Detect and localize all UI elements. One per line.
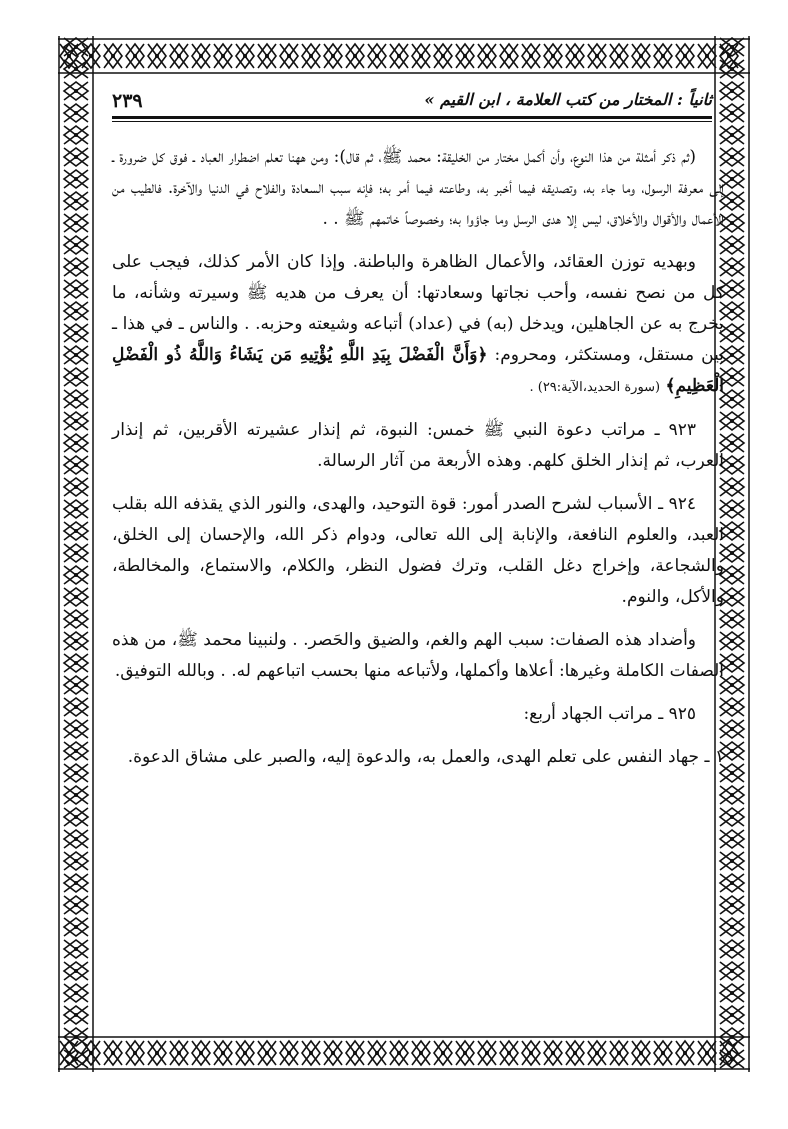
border-ornament — [64, 192, 88, 210]
border-ornament — [302, 1041, 320, 1065]
border-ornament — [720, 830, 744, 848]
ornamental-border-top — [58, 36, 750, 76]
border-ornament — [64, 786, 88, 804]
border-ornament — [324, 44, 342, 68]
header-title: ثانياً : المختار من كتب العلامة ، ابن القيم » — [424, 90, 712, 109]
border-ornament — [64, 808, 88, 826]
border-ornament — [500, 44, 518, 68]
border-ornament — [434, 44, 452, 68]
border-ornament — [632, 44, 650, 68]
border-ornament — [64, 984, 88, 1002]
border-ornament — [64, 390, 88, 408]
border-ornament — [64, 896, 88, 914]
border-ornament — [64, 82, 88, 100]
border-ornament — [610, 44, 628, 68]
border-ornament — [64, 764, 88, 782]
border-ornament — [64, 236, 88, 254]
border-ornament — [64, 830, 88, 848]
border-ornament — [104, 1041, 122, 1065]
border-ornament — [500, 1041, 518, 1065]
border-ornament — [434, 1041, 452, 1065]
border-ornament — [64, 874, 88, 892]
border-ornament — [64, 610, 88, 628]
paragraph-2-text: وبهديه توزن العقائد، والأعمال الظاهرة والباطنة. وإذا كان الأمر كذلك، فيجب على كل من نصح نفسه، وأحب نجاتها وسعادتها: أن يعرف من هديه ﷺ وسيرته وشأنه، ما يخرج به عن الجاهلين، ويدخل (به) في (عداد) أتباعه وشيعته وحزبه. . والناس ـ في هذا ـ بين مستقل، ومستكثر، ومحروم: — [112, 252, 724, 365]
border-ornament — [64, 1006, 88, 1024]
border-ornament — [64, 456, 88, 474]
border-ornament — [64, 676, 88, 694]
border-ornament — [64, 654, 88, 672]
border-ornament — [588, 44, 606, 68]
border-ornament — [148, 1041, 166, 1065]
border-ornament — [280, 1041, 298, 1065]
border-ornament — [64, 214, 88, 232]
border-ornament — [478, 44, 496, 68]
paragraph-1: (ثم ذكر أمثلة من هذا النوع، وأن أكمل مختار من الخليقة: محمد ﷺ، ثم قال): ومن ههنا تعلم اضطرار العباد ـ فوق كل ضرورة ـ إلى معرفة الرسول، وما جاء به، وتصديقه فيما أخبر به، وطاعته فيما أمر به؛ فإنه سبب السعادة والفلاح في الدنيا والآخرة. فالطيب من الأعمال والأقوال والأخلاق، ليس إلا هدى الرسل وما جاؤوا به؛ وخصوصاً خاتمهم ﷺ . . — [112, 147, 724, 229]
border-ornament — [258, 1041, 276, 1065]
quran-verse: ﴿وَأَنَّ الْفَضْلَ بِيَدِ اللَّهِ يُؤْتِيهِ مَن يَشَاءُ وَاللَّهُ ذُو الْفَضْلِ الْعَظِيمِ﴾ — [112, 345, 724, 396]
border-ornament — [192, 1041, 210, 1065]
border-ornament — [64, 918, 88, 936]
border-ornament — [720, 918, 744, 936]
border-ornament — [170, 1041, 188, 1065]
border-ornament — [390, 44, 408, 68]
ornamental-border-left — [56, 36, 96, 1072]
border-ornament — [610, 1041, 628, 1065]
border-ornament — [368, 44, 386, 68]
page-body — [112, 142, 724, 785]
border-ornament — [64, 324, 88, 342]
border-ornament — [236, 1041, 254, 1065]
verse-reference: (سورة الحديد،الآية:٢٩) . — [529, 380, 661, 395]
border-ornament — [720, 962, 744, 980]
border-ornament — [64, 522, 88, 540]
border-ornament — [720, 60, 744, 78]
page-number: ٢٣٩ — [112, 90, 143, 112]
border-ornament — [720, 38, 744, 56]
ornamental-border-bottom — [58, 1034, 750, 1072]
border-ornament — [64, 500, 88, 518]
border-ornament — [64, 126, 88, 144]
border-ornament — [368, 1041, 386, 1065]
border-ornament — [720, 874, 744, 892]
border-ornament — [148, 44, 166, 68]
border-ornament — [126, 44, 144, 68]
border-ornament — [566, 1041, 584, 1065]
border-ornament — [64, 280, 88, 298]
border-ornament — [64, 742, 88, 760]
border-ornament — [720, 940, 744, 958]
border-ornament — [64, 104, 88, 122]
border-ornament — [64, 1050, 88, 1068]
paragraph-opposites: وأضداد هذه الصفات: سبب الهم والغم، والضيق والحَصر. . ولنبينا محمد ﷺ، من هذه الصفات الكاملة وغيرها: أعلاها وأكملها، ولأتباعه منها بحسب اتباعهم له. . وبالله التوفيق. — [112, 630, 724, 681]
border-ornament — [64, 60, 88, 78]
border-ornament — [214, 1041, 232, 1065]
border-ornament — [64, 588, 88, 606]
border-ornament — [654, 44, 672, 68]
border-ornament — [588, 1041, 606, 1065]
border-ornament — [64, 566, 88, 584]
border-ornament — [214, 44, 232, 68]
border-ornament — [632, 1041, 650, 1065]
border-ornament — [64, 632, 88, 650]
border-ornament — [456, 1041, 474, 1065]
border-ornament — [64, 412, 88, 430]
border-ornament — [544, 1041, 562, 1065]
border-ornament — [720, 808, 744, 826]
header-rule — [112, 116, 712, 119]
border-ornament — [676, 1041, 694, 1065]
border-ornament — [456, 44, 474, 68]
border-ornament — [64, 940, 88, 958]
border-ornament — [522, 1041, 540, 1065]
border-ornament — [346, 44, 364, 68]
border-ornament — [720, 786, 744, 804]
border-ornament — [324, 1041, 342, 1065]
border-ornament — [64, 698, 88, 716]
border-ornament — [64, 478, 88, 496]
border-ornament — [64, 148, 88, 166]
border-ornament — [64, 258, 88, 276]
list-item-1: ١ ـ جهاد النفس على تعلم الهدى، والعمل به، والدعوة إليه، والصبر على مشاق الدعوة. — [127, 747, 724, 767]
border-ornament — [64, 1028, 88, 1046]
border-ornament — [104, 44, 122, 68]
border-ornament — [64, 38, 88, 56]
border-ornament — [64, 962, 88, 980]
border-ornament — [64, 544, 88, 562]
border-ornament — [64, 852, 88, 870]
border-ornament — [566, 44, 584, 68]
border-ornament — [64, 302, 88, 320]
border-ornament — [720, 852, 744, 870]
border-ornament — [302, 44, 320, 68]
header-rule-thin — [112, 121, 712, 122]
border-ornament — [64, 720, 88, 738]
border-ornament — [64, 434, 88, 452]
paragraph-924: ٩٢٤ ـ الأسباب لشرح الصدر أمور: قوة التوحيد، والهدى، والنور الذي يقذفه الله بقلب العبد، والعلوم النافعة، والإنابة إلى الله تعالى، ودوام ذكر الله، والإحسان إلى الخلق، والشجاعة، وإخراج دغل القلب، وترك فضول النظر، والكلام، والاستماع، والمخالطة، والأكل، والنوم. — [112, 494, 724, 607]
border-ornament — [192, 44, 210, 68]
border-ornament — [64, 170, 88, 188]
border-ornament — [720, 1028, 744, 1046]
border-ornament — [258, 44, 276, 68]
border-ornament — [236, 44, 254, 68]
paragraph-923: ٩٢٣ ـ مراتب دعوة النبي ﷺ خمس: النبوة، ثم إنذار عشيرته الأقربين، ثم إنذار العرب، ثم إنذار الخلق كلهم. وهذه الأربعة من آثار الرسالة. — [112, 420, 724, 471]
border-ornament — [720, 896, 744, 914]
border-ornament — [412, 1041, 430, 1065]
border-ornament — [280, 44, 298, 68]
border-ornament — [170, 44, 188, 68]
paragraph-2 — [112, 247, 724, 403]
paragraph-925: ٩٢٥ ـ مراتب الجهاد أربع: — [523, 704, 696, 724]
border-ornament — [720, 1050, 744, 1068]
border-ornament — [390, 1041, 408, 1065]
border-ornament — [478, 1041, 496, 1065]
border-ornament — [544, 44, 562, 68]
border-ornament — [720, 1006, 744, 1024]
border-ornament — [64, 346, 88, 364]
border-ornament — [522, 44, 540, 68]
border-ornament — [412, 44, 430, 68]
border-ornament — [346, 1041, 364, 1065]
border-ornament — [654, 1041, 672, 1065]
running-header — [112, 88, 712, 116]
border-ornament — [720, 82, 744, 100]
border-ornament — [676, 44, 694, 68]
border-ornament — [64, 368, 88, 386]
border-ornament — [720, 984, 744, 1002]
border-ornament — [126, 1041, 144, 1065]
border-ornament — [720, 104, 744, 122]
